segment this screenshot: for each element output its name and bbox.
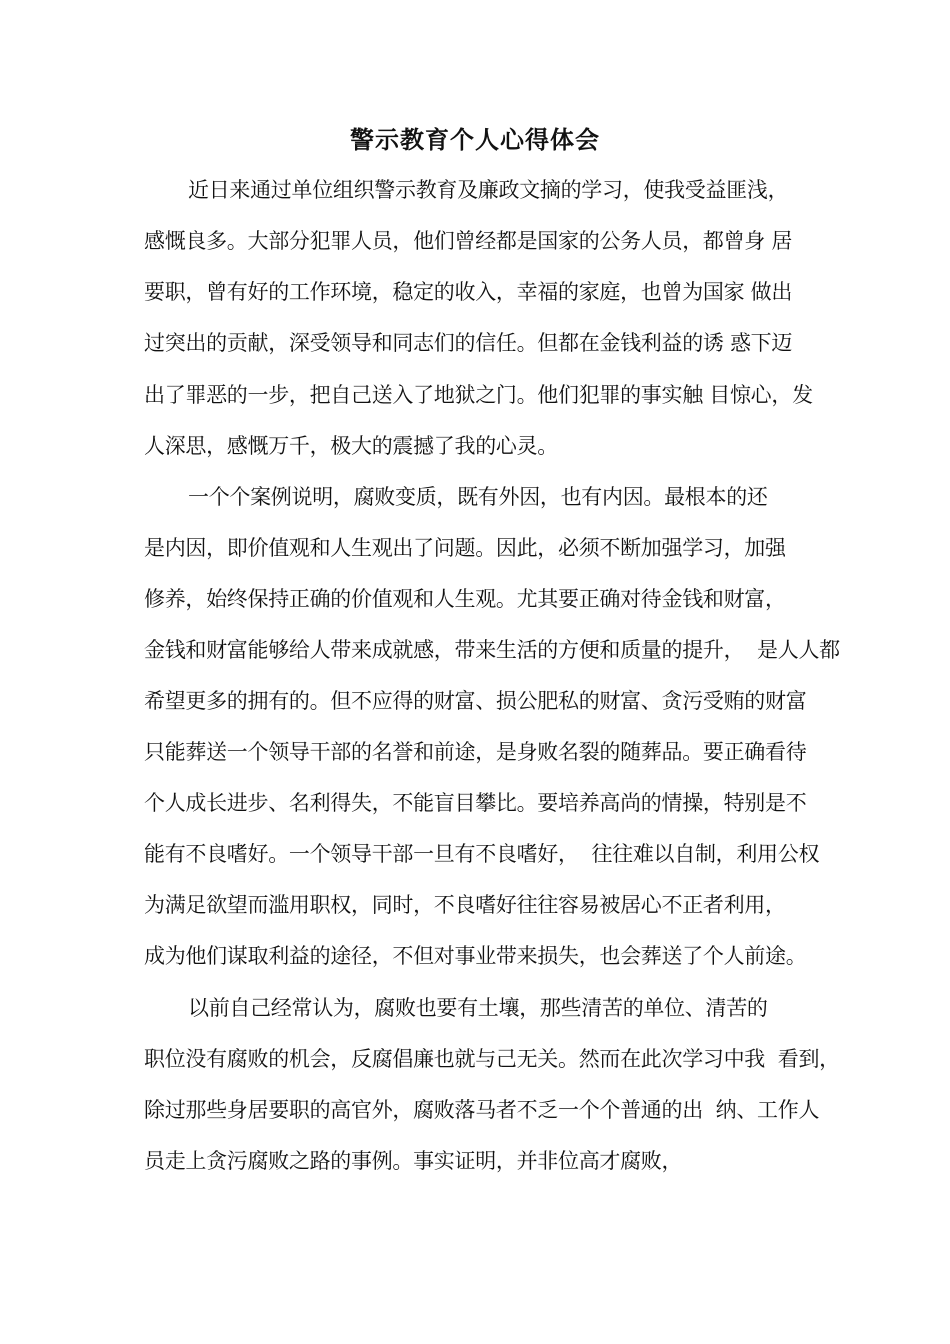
paragraph-line: 职位没有腐败的机会，反腐倡廉也就与己无关。然而在此次学习中我 看到，	[144, 1047, 840, 1071]
paragraph-line: 希望更多的拥有的。但不应得的财富、损公肥私的财富、贪污受贿的财富	[144, 689, 807, 713]
paragraph-line: 能有不良嗜好。一个领导干部一旦有不良嗜好， 往往难以自制，利用公权	[144, 842, 820, 866]
paragraph-line: 金钱和财富能够给人带来成就感，带来生活的方便和质量的提升， 是人人都	[144, 638, 840, 662]
paragraph-line: 近日来通过单位组织警示教育及廉政文摘的学习，使我受益匪浅，	[188, 178, 789, 202]
document-title: 警示教育个人心得体会	[350, 126, 600, 154]
paragraph-line: 一个个案例说明，腐败变质，既有外因，也有内因。最根本的还	[188, 485, 768, 509]
paragraph-line: 要职，曾有好的工作环境，稳定的收入，幸福的家庭，也曾为国家 做出	[144, 280, 793, 304]
paragraph-line: 员走上贪污腐败之路的事例。事实证明，并非位高才腐败，	[144, 1149, 683, 1173]
paragraph-line: 出了罪恶的一步，把自己送入了地狱之门。他们犯罪的事实触 目惊心，发	[144, 383, 813, 407]
paragraph-line: 感慨良多。大部分犯罪人员，他们曾经都是国家的公务人员，都曾身 居	[144, 229, 793, 253]
paragraph-line: 人深思，感慨万千，极大的震撼了我的心灵。	[144, 434, 558, 458]
paragraph-line: 过突出的贡献，深受领导和同志们的信任。但都在金钱利益的诱 惑下迈	[144, 331, 793, 355]
paragraph-line: 为满足欲望而滥用职权，同时，不良嗜好往往容易被居心不正者利用，	[144, 893, 786, 917]
paragraph-line: 是内因，即价值观和人生观出了问题。因此，必须不断加强学习，加强	[144, 536, 786, 560]
paragraph-line: 个人成长进步、名利得失，不能盲目攀比。要培养高尚的情操，特别是不	[144, 791, 807, 815]
paragraph-line: 成为他们谋取利益的途径，不但对事业带来损失，也会葬送了个人前途。	[144, 944, 807, 968]
paragraph-line: 修养，始终保持正确的价值观和人生观。尤其要正确对待金钱和财富，	[144, 587, 786, 611]
paragraph-line: 只能葬送一个领导干部的名誉和前途，是身败名裂的随葬品。要正确看待	[144, 740, 807, 764]
paragraph-line: 除过那些身居要职的高官外，腐败落马者不乏一个个普通的出 纳、工作人	[144, 1098, 820, 1122]
paragraph-line: 以前自己经常认为，腐败也要有土壤，那些清苦的单位、清苦的	[188, 996, 768, 1020]
